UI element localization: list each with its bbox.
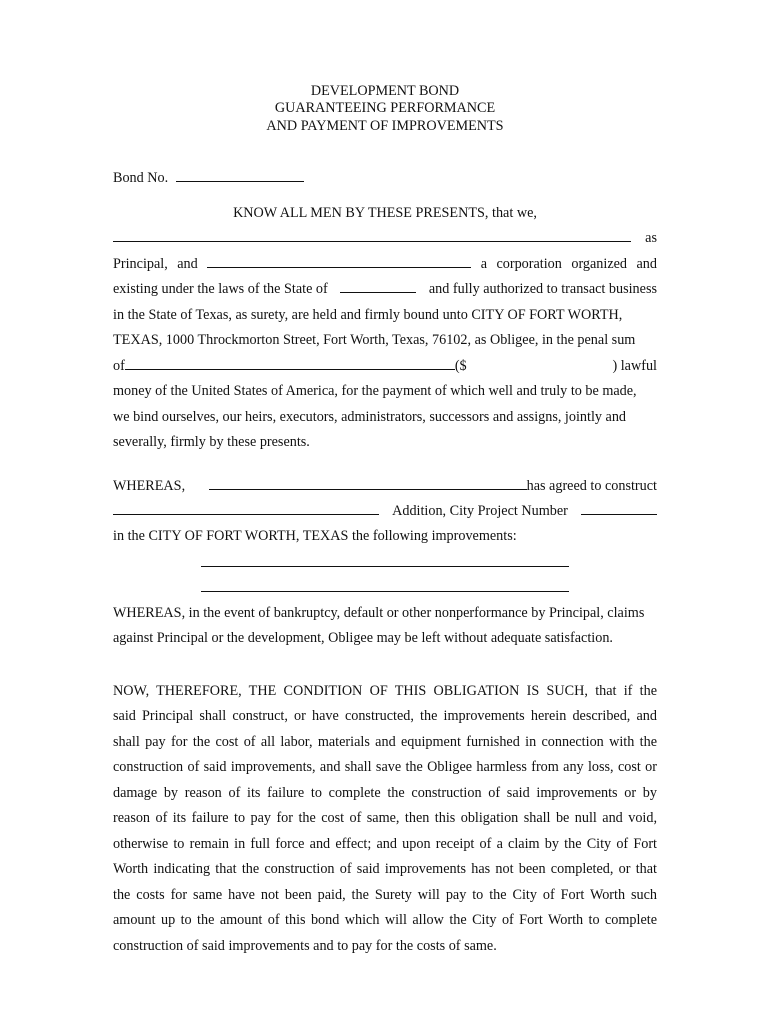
developer-blank[interactable] bbox=[209, 476, 527, 490]
para4-line-8: Worth indicating that the construction of said improvements has not been completed, or that bbox=[113, 861, 657, 877]
para3-line-1: WHEREAS, in the event of bankruptcy, default or other nonperformance by Principal, claims bbox=[113, 605, 645, 621]
text: ($ bbox=[454, 358, 467, 374]
word: corporation bbox=[496, 256, 562, 272]
addition-line bbox=[113, 501, 657, 521]
para4-line-9: the costs for same have not been paid, the Surety will pay to the City of Fort Worth such bbox=[113, 887, 657, 903]
word: a bbox=[480, 256, 487, 272]
word: and bbox=[636, 256, 657, 272]
surety-line bbox=[113, 254, 657, 274]
para4-line-2: said Principal shall construct, or have constructed, the improvements herein described, and bbox=[113, 708, 657, 724]
addition-blank[interactable] bbox=[113, 501, 379, 515]
para4-line-11: construction of said improvements and to pay for the costs of same. bbox=[113, 938, 497, 954]
penal-sum-words-blank[interactable] bbox=[125, 356, 455, 370]
know-all-line: KNOW ALL MEN BY THESE PRESENTS, that we, bbox=[233, 205, 537, 221]
para4-line-1: NOW, THEREFORE, THE CONDITION OF THIS OBLIGATION IS SUCH, that if the bbox=[113, 683, 657, 699]
text: Addition, City Project Number bbox=[392, 503, 568, 519]
improvements-blank-1[interactable] bbox=[201, 566, 569, 567]
text: has agreed to construct bbox=[526, 478, 657, 494]
para4-line-3: shall pay for the cost of all labor, materials and equipment furnished in connection with the bbox=[113, 734, 657, 750]
para1-line-5: TEXAS, 1000 Throckmorton Street, Fort Worth, Texas, 76102, as Obligee, in the penal sum bbox=[113, 332, 636, 348]
para4-line-10: amount up to the amount of this bond which will allow the City of Fort Worth to complete bbox=[113, 912, 657, 928]
text: ) lawful bbox=[612, 358, 657, 374]
word: and bbox=[177, 256, 198, 272]
para1-line-9: severally, firmly by these presents. bbox=[113, 434, 310, 450]
principal-name-line bbox=[113, 228, 657, 248]
para4-line-5: damage by reason of its failure to complete the construction of said improvements or by bbox=[113, 785, 657, 801]
word: organized bbox=[571, 256, 628, 272]
project-number-blank[interactable] bbox=[581, 501, 657, 515]
penal-sum-line bbox=[113, 356, 657, 376]
text: existing under the laws of the State of bbox=[113, 281, 328, 297]
para4-line-4: construction of said improvements, and shall save the Obligee harmless from any loss, cost or bbox=[113, 759, 657, 775]
whereas-developer-line bbox=[113, 476, 657, 496]
text: and fully authorized to transact business bbox=[428, 281, 657, 297]
principal-name-blank[interactable] bbox=[113, 228, 631, 242]
para4-line-6: reason of its failure to pay for the cost of same, then this obligation shall be null and void, bbox=[113, 810, 657, 826]
improvements-intro: in the CITY OF FORT WORTH, TEXAS the following improvements: bbox=[113, 528, 517, 544]
as-label: as bbox=[645, 230, 657, 246]
para4-line-7: otherwise to remain in full force and effect; and upon receipt of a claim by the City of Fort bbox=[113, 836, 657, 852]
text: WHEREAS, bbox=[113, 478, 186, 494]
word: Principal, bbox=[113, 256, 168, 272]
para1-line-7: money of the United States of America, for the payment of which well and truly to be made, bbox=[113, 383, 637, 399]
bond-no-label: Bond No. bbox=[113, 170, 169, 186]
existing-line bbox=[113, 279, 657, 299]
para3-line-2: against Principal or the development, Obligee may be left without adequate satisfaction. bbox=[113, 630, 613, 646]
state-blank[interactable] bbox=[340, 279, 416, 293]
para1-line-8: we bind ourselves, our heirs, executors, administrators, successors and assigns, jointly and bbox=[113, 409, 627, 425]
bond-no-line bbox=[113, 168, 657, 188]
improvements-blank-2[interactable] bbox=[201, 591, 569, 592]
title-line-1: DEVELOPMENT BOND bbox=[310, 83, 460, 99]
title-line-2: GUARANTEEING PERFORMANCE bbox=[274, 100, 496, 116]
title-line-3: AND PAYMENT OF IMPROVEMENTS bbox=[266, 118, 504, 134]
surety-name-blank[interactable] bbox=[207, 254, 471, 268]
para1-line-4: in the State of Texas, as surety, are held and firmly bound unto CITY OF FORT WORTH, bbox=[113, 307, 623, 323]
text: of bbox=[113, 358, 125, 374]
bond-no-blank[interactable] bbox=[176, 168, 304, 182]
